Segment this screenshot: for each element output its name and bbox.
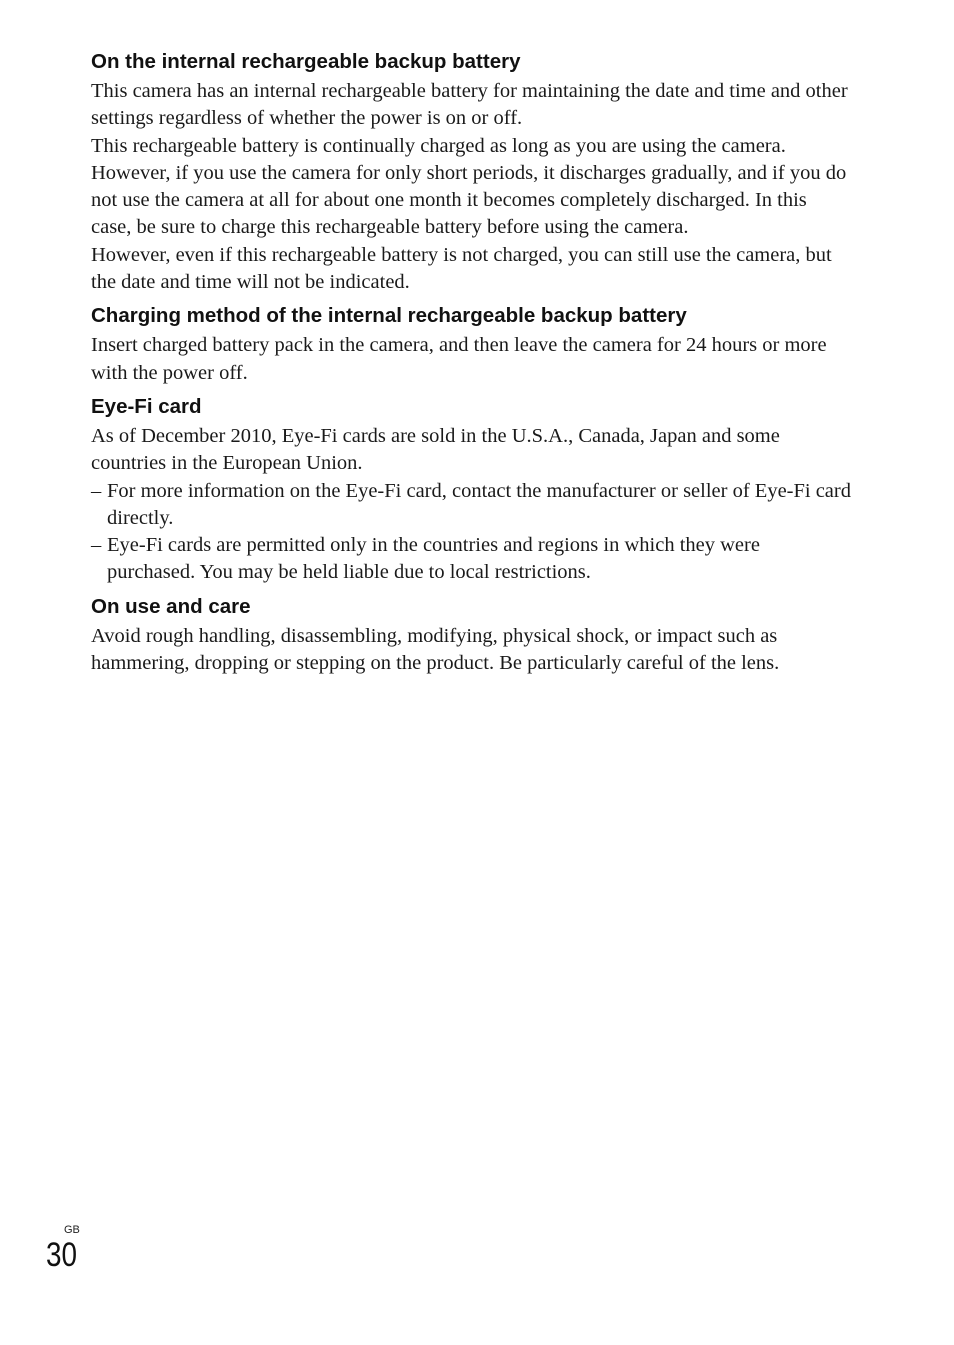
paragraph: This camera has an internal rechargeable battery for maintaining the date and time and other settings regardless of whether the power is on or off. — [91, 80, 848, 130]
paragraph: Avoid rough handling, disassembling, modifying, physical shock, or impact such as hammering, dropping or stepping on the product. Be particularly careful of the lens. — [91, 624, 780, 675]
section-eye-fi-card — [91, 393, 851, 587]
section-use-and-care — [91, 593, 851, 678]
region-code: GB — [64, 1224, 80, 1236]
dash-item-text: For more information on the Eye-Fi card, contact the manufacturer or seller of Eye-Fi card directly. — [107, 479, 851, 529]
section-heading: On use and care — [91, 594, 251, 618]
paragraph: However, even if this rechargeable battery is not charged, you can still use the camera, but the date and time will not be indicated. — [91, 243, 832, 294]
page-number: 30 — [46, 1236, 78, 1274]
dash-list-item — [91, 478, 851, 533]
paragraph: As of December 2010, Eye-Fi cards are sold in the U.S.A., Canada, Japan and some countries in the European Union. — [91, 424, 780, 475]
section-charging-method — [91, 302, 851, 387]
dash-bullet: – — [91, 479, 102, 502]
dash-item-text: Eye-Fi cards are permitted only in the countries and regions in which they were purchased. You may be held liable due to local restrictions. — [107, 534, 760, 584]
section-heading: Eye-Fi card — [91, 394, 202, 418]
section-heading: On the internal rechargeable backup battery — [91, 50, 521, 73]
document-body — [91, 48, 851, 683]
paragraph: This rechargeable battery is continually charged as long as you are using the camera. However, if you use the camera for only short periods, it discharges gradually, and if you do not use the camera at all for about one month it becomes completely discharged. In this case, be sure to charge this rechargeable battery before using the camera. — [91, 134, 847, 239]
dash-bullet: – — [91, 534, 102, 557]
section-backup-battery — [91, 48, 851, 296]
section-heading: Charging method of the internal rechargeable backup battery — [91, 304, 687, 328]
paragraph: Insert charged battery pack in the camera, and then leave the camera for 24 hours or more with the power off. — [91, 334, 827, 384]
dash-list-item — [91, 532, 851, 587]
